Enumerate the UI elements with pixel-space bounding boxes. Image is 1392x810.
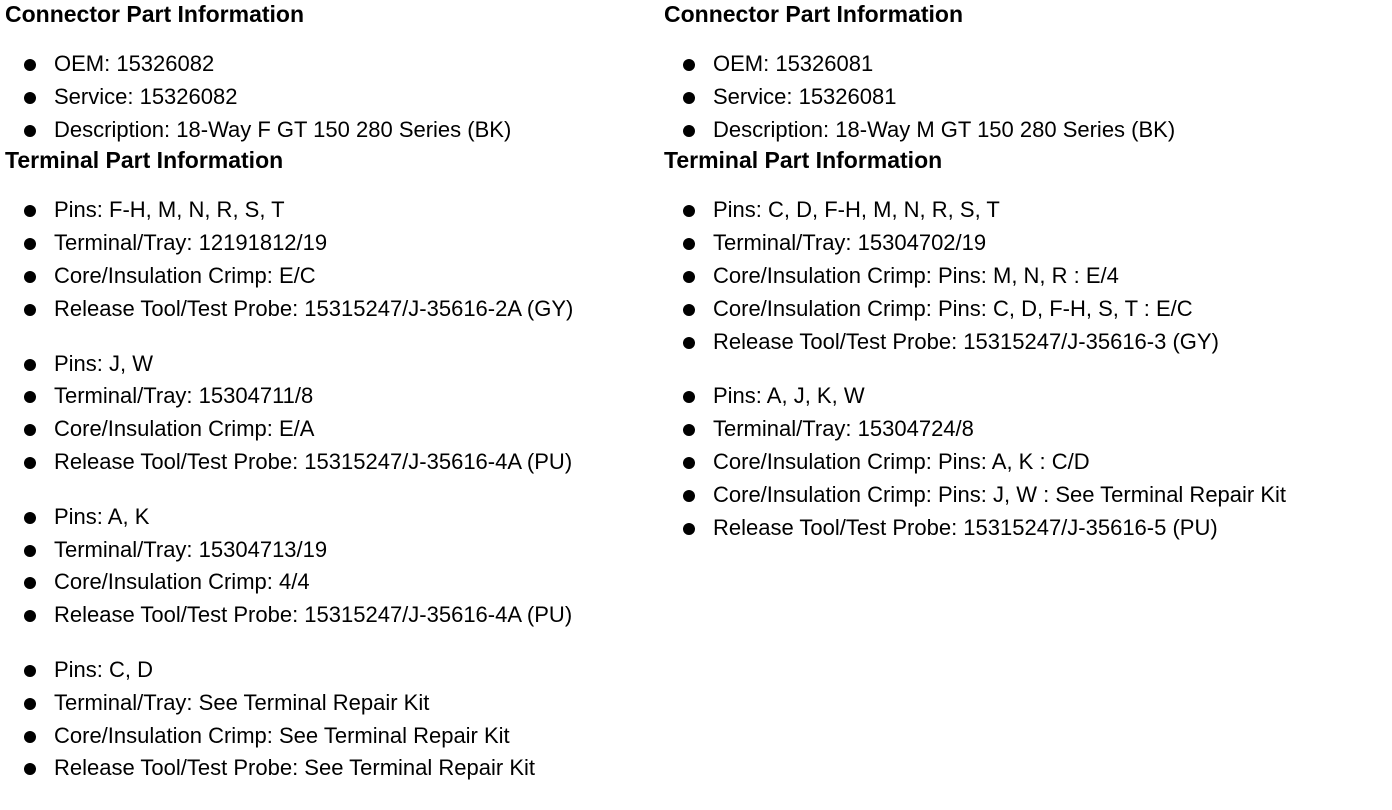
bullet-icon (683, 424, 695, 436)
connector-list (5, 48, 655, 146)
item-text: Terminal/Tray: 15304724/8 (713, 416, 974, 442)
list-item (664, 446, 1384, 479)
list-item (5, 48, 655, 81)
item-text: Pins: C, D (54, 656, 154, 682)
bullet-icon (24, 512, 36, 524)
bullet-icon (683, 125, 695, 137)
item-text: Core/Insulation Crimp: Pins: J, W : See Terminal Repair Kit (713, 481, 1287, 507)
bullet-icon (24, 271, 36, 283)
bullet-icon (24, 359, 36, 371)
terminal-group (5, 501, 655, 632)
left-connector-column (5, 0, 655, 785)
terminal-group (5, 194, 655, 325)
bullet-icon (683, 490, 695, 502)
bullet-icon (683, 238, 695, 250)
bullet-icon (24, 610, 36, 622)
item-text: OEM: 15326081 (713, 51, 874, 76)
list-item (664, 114, 1384, 147)
list-item (5, 380, 655, 413)
item-text: OEM: 15326082 (54, 51, 215, 76)
bullet-icon (683, 337, 695, 349)
connector-heading: Connector Part Information (664, 1, 964, 27)
list-item (5, 194, 655, 227)
item-text: Description: 18-Way M GT 150 280 Series (BK) (713, 116, 1176, 142)
list-item (664, 413, 1384, 446)
bullet-icon (683, 92, 695, 104)
item-text: Release Tool/Test Probe: 15315247/J-35616-4A (PU) (54, 448, 573, 474)
list-item (664, 227, 1384, 260)
bullet-icon (24, 424, 36, 436)
list-item (5, 446, 655, 479)
connector-heading: Connector Part Information (5, 1, 305, 27)
bullet-icon (683, 391, 695, 403)
terminal-group (664, 194, 1384, 358)
item-text: Pins: C, D, F-H, M, N, R, S, T (713, 197, 1000, 223)
right-connector-column (664, 0, 1384, 544)
terminal-group (5, 654, 655, 785)
list-item (664, 293, 1384, 326)
item-text: Terminal/Tray: 12191812/19 (54, 230, 328, 256)
bullet-icon (683, 59, 695, 71)
bullet-icon (683, 205, 695, 217)
item-text: Release Tool/Test Probe: See Terminal Repair Kit (54, 755, 535, 781)
list-item (5, 687, 655, 720)
list-item (5, 566, 655, 599)
bullet-icon (683, 523, 695, 535)
item-text: Pins: A, K (54, 503, 150, 529)
list-item (664, 194, 1384, 227)
item-text: Terminal/Tray: 15304713/19 (54, 536, 328, 562)
item-text: Core/Insulation Crimp: Pins: C, D, F-H, S, T : E/C (713, 295, 1193, 321)
terminal-heading: Terminal Part Information (5, 147, 284, 174)
list-item (664, 81, 1384, 114)
list-item (5, 599, 655, 632)
list-item (5, 752, 655, 785)
item-text: Release Tool/Test Probe: 15315247/J-35616-3 (GY) (713, 328, 1219, 354)
bullet-icon (24, 304, 36, 316)
terminal-group (5, 348, 655, 479)
item-text: Release Tool/Test Probe: 15315247/J-35616-5 (PU) (713, 514, 1218, 540)
list-item (5, 114, 655, 147)
bullet-icon (24, 545, 36, 557)
bullet-icon (24, 238, 36, 250)
bullet-icon (683, 271, 695, 283)
list-item (5, 293, 655, 326)
list-item (5, 348, 655, 381)
item-text: Pins: J, W (54, 350, 154, 376)
bullet-icon (24, 391, 36, 403)
item-text: Core/Insulation Crimp: E/A (54, 416, 315, 442)
bullet-icon (24, 205, 36, 217)
item-text: Core/Insulation Crimp: See Terminal Repair Kit (54, 722, 510, 748)
bullet-icon (24, 665, 36, 677)
bullet-icon (24, 92, 36, 104)
item-text: Core/Insulation Crimp: E/C (54, 262, 316, 288)
bullet-icon (24, 457, 36, 469)
item-text: Release Tool/Test Probe: 15315247/J-35616-2A (GY) (54, 295, 574, 321)
list-item (5, 534, 655, 567)
bullet-icon (24, 59, 36, 71)
list-item (664, 260, 1384, 293)
list-item (664, 512, 1384, 545)
list-item (5, 81, 655, 114)
list-item (5, 260, 655, 293)
item-text: Core/Insulation Crimp: Pins: A, K : C/D (713, 448, 1090, 474)
list-item (664, 48, 1384, 81)
item-text: Pins: F-H, M, N, R, S, T (54, 197, 285, 223)
bullet-icon (24, 731, 36, 743)
item-text: Terminal/Tray: See Terminal Repair Kit (54, 689, 430, 715)
list-item (5, 227, 655, 260)
item-text: Core/Insulation Crimp: Pins: M, N, R : E/4 (713, 262, 1119, 288)
item-text: Core/Insulation Crimp: 4/4 (54, 569, 310, 595)
list-item (5, 501, 655, 534)
item-text: Terminal/Tray: 15304711/8 (54, 383, 314, 409)
item-text: Service: 15326082 (54, 83, 238, 109)
bullet-icon (24, 698, 36, 710)
list-item (5, 720, 655, 753)
item-text: Description: 18-Way F GT 150 280 Series (BK) (54, 116, 512, 142)
bullet-icon (24, 125, 36, 137)
list-item (664, 479, 1384, 512)
list-item (5, 413, 655, 446)
list-item (664, 326, 1384, 359)
connector-list (664, 48, 1384, 146)
item-text: Release Tool/Test Probe: 15315247/J-35616-4A (PU) (54, 602, 573, 628)
item-text: Service: 15326081 (713, 83, 897, 109)
bullet-icon (683, 457, 695, 469)
bullet-icon (24, 763, 36, 775)
bullet-icon (24, 577, 36, 589)
bullet-icon (683, 304, 695, 316)
terminal-heading: Terminal Part Information (664, 147, 943, 174)
list-item (664, 380, 1384, 413)
terminal-group (664, 380, 1384, 544)
item-text: Terminal/Tray: 15304702/19 (713, 230, 987, 256)
list-item (5, 654, 655, 687)
item-text: Pins: A, J, K, W (713, 383, 865, 409)
